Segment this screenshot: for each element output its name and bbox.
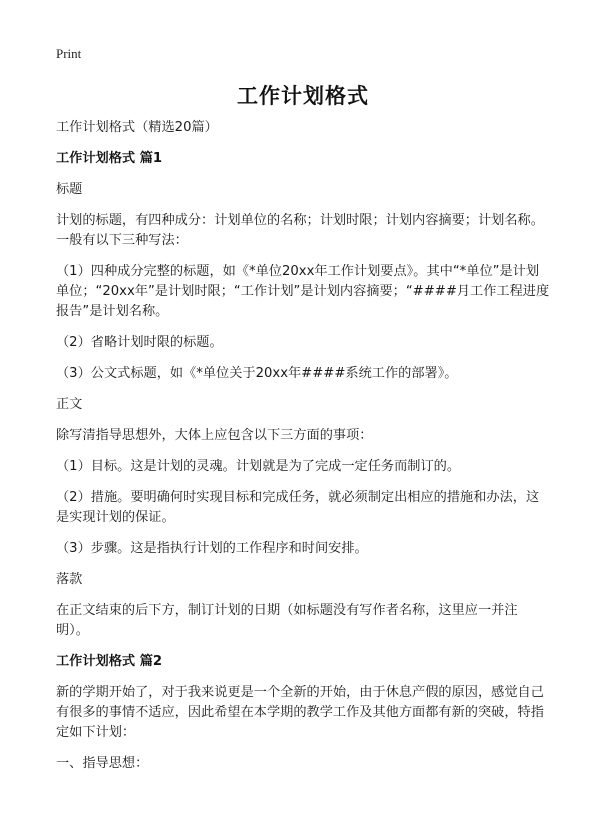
document-body bbox=[56, 118, 550, 785]
print-label[interactable]: Print bbox=[56, 46, 82, 61]
document-title: 工作计划格式 bbox=[237, 84, 369, 108]
paragraph: 计划的标题，有四种成分：计划单位的名称；计划时限；计划内容摘要；计划名称。一般有以下三种写法： bbox=[56, 213, 544, 248]
paragraph: （3）公文式标题，如《*单位关于20xx年####系统工作的部署》。 bbox=[56, 366, 458, 381]
paragraph: 除写清指导思想外，大体上应包含以下三方面的事项： bbox=[56, 428, 373, 443]
paragraph: 一、指导思想： bbox=[56, 756, 149, 771]
section-label-title: 标题 bbox=[56, 182, 83, 197]
section-label-body: 正文 bbox=[56, 397, 83, 412]
paragraph: （2）省略计划时限的标题。 bbox=[56, 335, 223, 350]
section-heading-2: 工作计划格式 篇2 bbox=[56, 654, 163, 669]
paragraph: 新的学期开始了，对于我来说更是一个全新的开始，由于休息产假的原因，感觉自己有很多的事情不适应，因此希望在本学期的教学工作及其他方面都有新的突破，特指定如下计划： bbox=[56, 685, 544, 740]
document-subtitle: 工作计划格式（精选20篇） bbox=[56, 120, 218, 135]
paragraph: （2）措施。要明确何时实现目标和完成任务，就必须制定出相应的措施和办法，这是实现计划的保证。 bbox=[56, 490, 540, 525]
section-heading-1: 工作计划格式 篇1 bbox=[56, 151, 163, 166]
section-label-sign: 落款 bbox=[56, 572, 83, 587]
paragraph: 在正文结束的后下方，制订计划的日期（如标题没有写作者名称，这里应一并注明）。 bbox=[56, 603, 518, 638]
paragraph: （1）四种成分完整的标题，如《*单位20xx年工作计划要点》。其中“*单位”是计划单位；“20xx年”是计划时限；“工作计划”是计划内容摘要；“####月工作工程进度报告”是计划名称。 bbox=[56, 264, 550, 319]
paragraph: （3）步骤。这是指执行计划的工作程序和时间安排。 bbox=[56, 541, 368, 556]
paragraph: （1）目标。这是计划的灵魂。计划就是为了完成一定任务而制订的。 bbox=[56, 459, 461, 474]
